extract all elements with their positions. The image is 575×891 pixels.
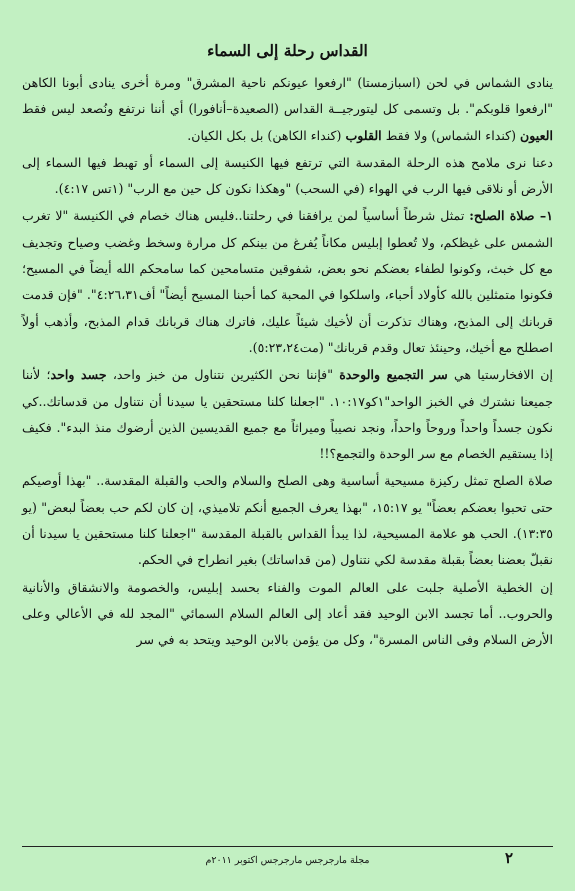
journey-paragraph: دعنا نرى ملامح هذه الرحلة المقدسة التي ترتفع فيها الكنيسة إلى السماء أو تهبط فيها السماء إلى الأرض أو نلاقى فيها الرب في الهواء (في السحب) "وهكذا نكون كل حين مع الرب" (١تس ٤:١٧). xyxy=(22,154,553,197)
intro-bold-hearts: القلوب xyxy=(345,127,382,143)
eucharist-bold-unity: سر التجميع والوحدة xyxy=(339,367,448,383)
publication-name: مجلة مارجرجس مارجرجس اكتوبر ٢٠١١م xyxy=(205,855,370,866)
reconciliation-heading: ١– صلاة الصلح: xyxy=(469,208,553,224)
intro-text-2: (كنداء الشماس) ولا فقط xyxy=(381,127,521,143)
page-footer xyxy=(22,846,553,877)
eucharist-text-3: ؛ لأننا جميعنا نشترك في الخبز الواحد"١كو١٠:١٧. "اجعلنا كلنا مستحقين يا سيدنا أن نتناول من قدساتك..كي نكون جسداً واحداً وروحاً واحداً، ونجد نصيباً وميراثاً مع جميع القديسين الذين أرضوك منذ البدء". فكيف إذا يستقيم الخصام مع سر الوحدة والتجمع؟!! xyxy=(22,367,553,462)
intro-text-3: (كنداء الكاهن) بل بكل الكيان. xyxy=(187,127,346,143)
article-title: القداس رحلة إلى السماء xyxy=(207,41,368,60)
intro-text-1: ينادى الشماس في لحن (اسبازمستا) "ارفعوا عيونكم ناحية المشرق" ومرة أخرى ينادى أبونا الكاهن "ارفعوا قلوبكم". بل وتسمى كل ليتورجيــة القداس (الصعيدة–أنافورا) أي أننا نرتفع ونُصعد ليس فقط xyxy=(22,75,553,117)
original-sin-paragraph: إن الخطية الأصلية جلبت على العالم الموت والفناء بحسد إبليس، والخصومة والانشقاق والأنانية والحروب.. أما تجسد الابن الوحيد فقد أعاد إلى العالم السلام السمائي "المجد لله في الأعالي وعلى الأرض السلام وفى الناس المسرة"، وكل من يؤمن بالابن الوحيد ويتحد به في سر xyxy=(22,579,553,648)
intro-paragraph xyxy=(22,70,553,149)
page-number: ٢ xyxy=(504,849,513,867)
reconciliation-paragraph xyxy=(22,203,553,361)
eucharist-bold-body: جسد واحد xyxy=(50,367,107,383)
love-paragraph: صلاة الصلح تمثل ركيزة مسيحية أساسية وهى الصلح والسلام والحب والقبلة المقدسة.. "بهذا أوصيكم حتى تحبوا بعضكم بعضاً" يو ١٥:١٧، "بهذا يعرف الجميع أنكم تلاميذي، إن كان لكم حب بعضاً لبعض" (يو ١٣:٣٥). الحب هو علامة المسيحية، لذا يبدأ القداس بالقبلة المقدسة "اجعلنا كلنا مستحقين يا سيدنا أن نقبلّ بعضنا بعضاً بقبلة مقدسة لكي نتناول (من قداساتك) بغير انطراح في الحكم. xyxy=(22,473,553,568)
eucharist-text-1: إن الافخارستيا هي xyxy=(447,367,553,383)
eucharist-paragraph xyxy=(22,362,553,467)
intro-bold-eyes: العيون xyxy=(520,127,553,143)
reconciliation-text: تمثل شرطاً أساسياً لمن يرافقنا في رحلتنا..فليس هناك خصام في الكنيسة "لا تغرب الشمس على غيظكم، ولا تُعطوا إبليس مكاناً يُفرغ من بينكم كل مرارة وسخط وغضب وصياح وتجديف مع كل خبث، وكونوا لطفاء بعضكم نحو بعض، شفوقين متسامحين كما سامحكم الله أيضاً في المسيح؛ فكونوا متمثلين بالله كأولاد أحباء، واسلكوا في المحبة كما أحبنا المسيح أيضاً" أف٤:٢٦،٣١". "فإن قدمت قربانك إلى المذبح، وهناك تذكرت أن لأخيك شيئاً عليك، فاترك هناك قربانك قدام المذبح، وأذهب أولاً اصطلح مع أخيك، وحينئذ تعال وقدم قربانك" (مت٥:٢٣،٢٤). xyxy=(22,208,553,355)
eucharist-text-2: "فإننا نحن الكثيرين نتناول من خبز واحد، xyxy=(106,367,340,383)
